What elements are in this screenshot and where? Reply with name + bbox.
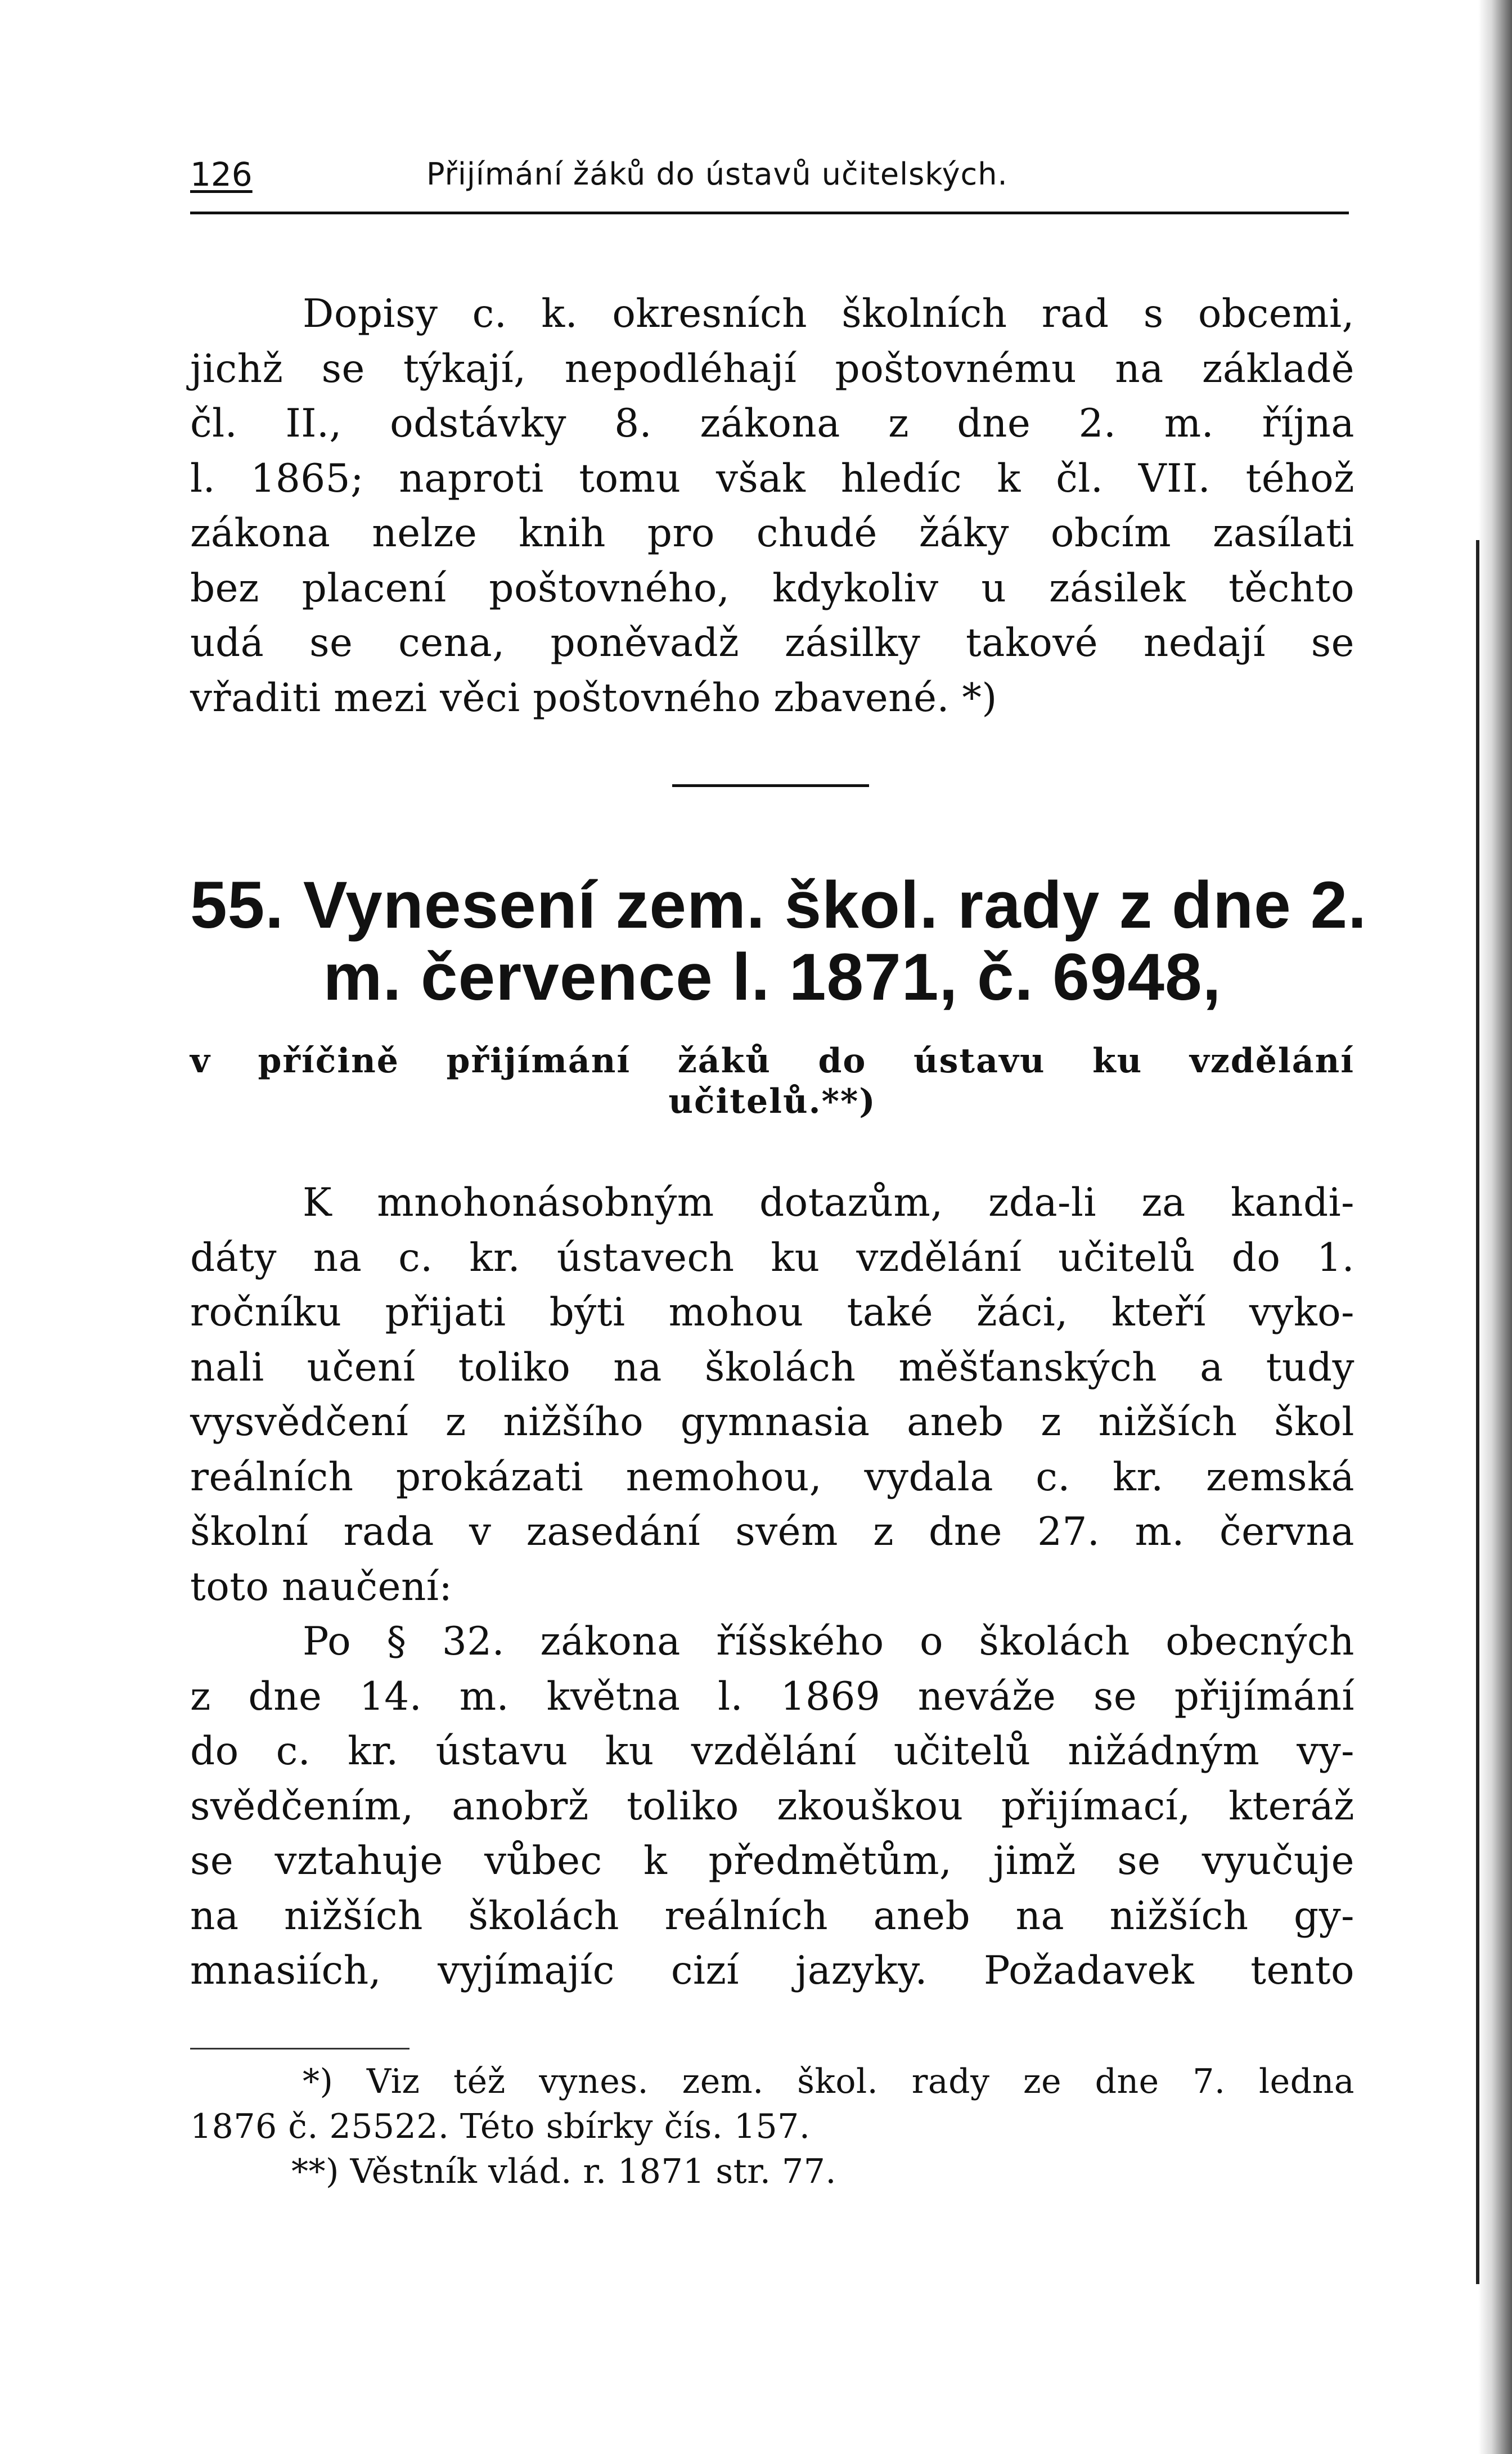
header-rule: [190, 212, 1349, 214]
section-divider: [672, 784, 869, 787]
paragraph-line: na nižších školách reálních aneb na nižších gy-: [190, 1893, 1354, 1939]
running-header: [190, 152, 1349, 197]
section-subheading-line: učitelů.**): [668, 1082, 876, 1121]
section-subheading: [190, 1041, 1354, 1122]
paragraph-line: dáty na c. kr. ústavech ku vzdělání učitelů do 1.: [190, 1235, 1354, 1280]
paragraph-line: vysvědčení z nižšího gymnasia aneb z nižších škol: [190, 1400, 1354, 1445]
paragraph-line: Po § 32. zákona říšského o školách obecných: [303, 1619, 1354, 1664]
footnote-line: **) Věstník vlád. r. 1871 str. 77.: [291, 2152, 836, 2191]
paragraph-line: udá se cena, poněvadž zásilky takové nedají se: [190, 621, 1354, 666]
section-subheading-line: v příčině přijímání žáků do ústavu ku vzdělání: [190, 1041, 1354, 1081]
paragraph-line: jichž se týkají, nepodléhají poštovnému na základě: [190, 346, 1354, 392]
scan-edge-line: [1476, 540, 1479, 2284]
paragraph-line: mnasiích, vyjímajíc cizí jazyky. Požadavek tento: [190, 1948, 1354, 1993]
paragraph-line: do c. kr. ústavu ku vzdělání učitelů nižádným vy-: [190, 1729, 1354, 1774]
paragraph-line: reálních prokázati nemohou, vydala c. kr. zemská: [190, 1454, 1354, 1500]
paragraph-line: školní rada v zasedání svém z dne 27. m. června: [190, 1509, 1354, 1554]
paragraph-line: vřaditi mezi věci poštovného zbavené. *): [190, 675, 997, 721]
paragraph-line: ročníku přijati býti mohou také žáci, kteří vyko-: [190, 1290, 1354, 1335]
paragraph-line: toto naučení:: [190, 1564, 453, 1610]
paragraph-1: [190, 287, 1354, 726]
paragraph-line: nali učení toliko na školách měšťanských a tudy: [190, 1345, 1354, 1390]
footnote-line: *) Viz též vynes. zem. škol. rady ze dne 7. ledna: [303, 2062, 1354, 2101]
paragraph-line: zákona nelze knih pro chudé žáky obcím zasílati: [190, 511, 1354, 556]
paragraph-line: K mnohonásobným dotazům, zda-li za kandi-: [303, 1180, 1354, 1225]
section-heading: [190, 868, 1367, 1014]
scan-edge-shadow: [1478, 0, 1512, 2454]
paragraph-2: [190, 1176, 1354, 1999]
footnote-rule: [190, 2048, 410, 2050]
paragraph-line: Dopisy c. k. okresních školních rad s obcemi,: [303, 291, 1354, 336]
page-number: 126: [190, 155, 253, 194]
paragraph-line: se vztahuje vůbec k předmětům, jimž se vyučuje: [190, 1839, 1354, 1884]
running-title: Přijímání žáků do ústavů učitelských.: [426, 156, 1008, 192]
section-heading-line: 55. Vynesení zem. škol. rady z dne 2.: [190, 868, 1367, 942]
paragraph-line: svědčením, anobrž toliko zkouškou přijímací, kteráž: [190, 1783, 1354, 1829]
footnote-line: 1876 č. 25522. Této sbírky čís. 157.: [190, 2107, 811, 2146]
footnotes: [190, 2059, 1354, 2194]
section-heading-line: m. července l. 1871, č. 6948,: [323, 940, 1222, 1014]
paragraph-line: bez placení poštovného, kdykoliv u zásilek těchto: [190, 565, 1354, 611]
paragraph-line: čl. II., odstávky 8. zákona z dne 2. m. října: [190, 401, 1354, 446]
paragraph-line: z dne 14. m. května l. 1869 neváže se přijímání: [190, 1674, 1354, 1719]
paragraph-line: l. 1865; naproti tomu však hledíc k čl. VII. téhož: [190, 456, 1354, 501]
